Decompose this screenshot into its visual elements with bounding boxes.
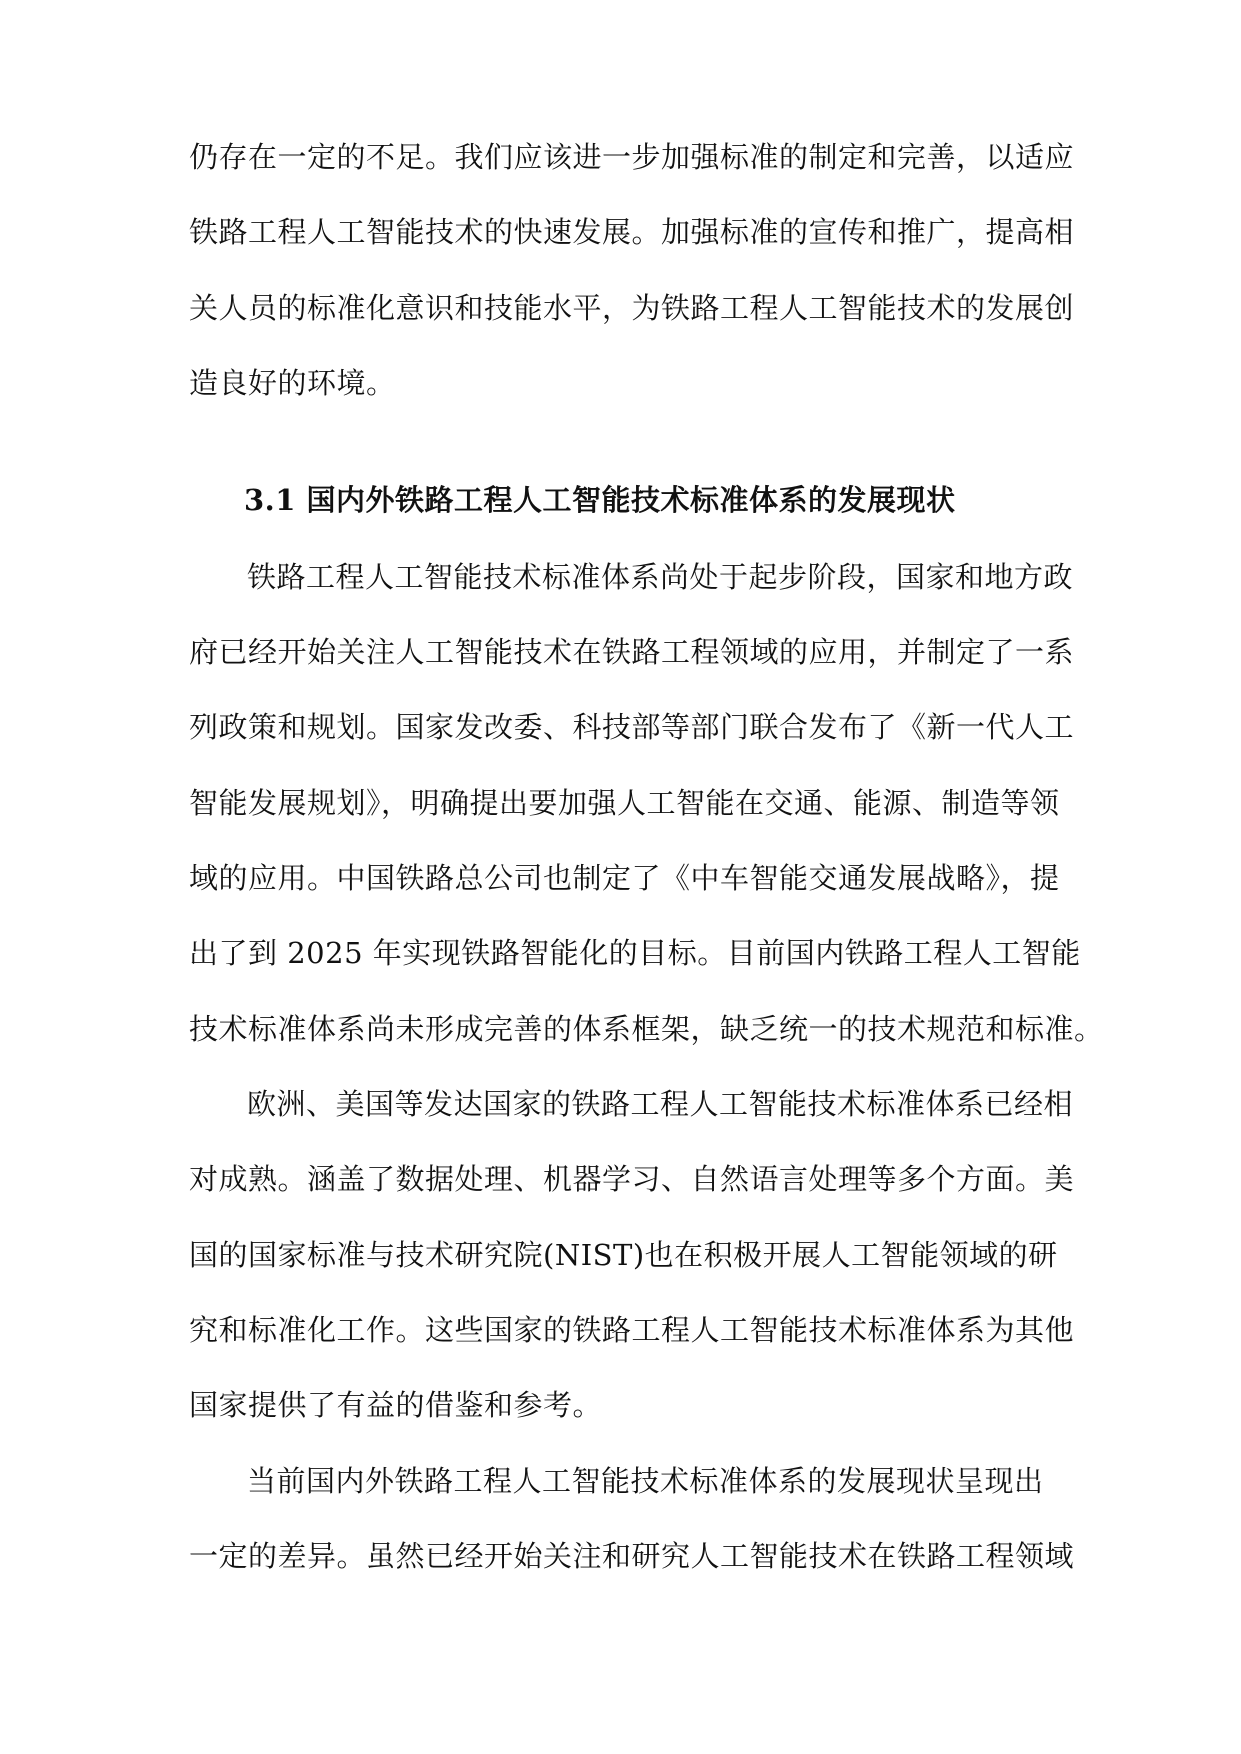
- paragraph2-line-4: 究和标准化工作。这些国家的铁路工程人工智能技术标准体系为其他: [189, 1313, 1075, 1347]
- intro-line-1: 仍存在一定的不足。我们应该进一步加强标准的制定和完善，以适应: [189, 140, 1075, 174]
- paragraph2-line-2: 对成熟。涵盖了数据处理、机器学习、自然语言处理等多个方面。美: [189, 1162, 1075, 1196]
- paragraph1-line-6: 出了到 2025 年实现铁路智能化的目标。目前国内铁路工程人工智能: [189, 936, 1081, 970]
- paragraph1-line-5: 域的应用。中国铁路总公司也制定了《中车智能交通发展战略》，提: [189, 861, 1060, 895]
- intro-line-3: 关人员的标准化意识和技能水平，为铁路工程人工智能技术的发展创: [189, 291, 1075, 325]
- paragraph1-line-3: 列政策和规划。国家发改委、科技部等部门联合发布了《新一代人工: [189, 710, 1075, 744]
- paragraph2-line-5: 国家提供了有益的借鉴和参考。: [189, 1388, 603, 1422]
- paragraph1-line-7: 技术标准体系尚未形成完善的体系框架，缺乏统一的技术规范和标准。: [189, 1012, 1104, 1046]
- intro-line-4: 造良好的环境。: [189, 366, 396, 400]
- paragraph1-line-1: 铁路工程人工智能技术标准体系尚处于起步阶段，国家和地方政: [247, 560, 1074, 594]
- paragraph1-line-2: 府已经开始关注人工智能技术在铁路工程领域的应用，并制定了一系: [189, 635, 1075, 669]
- paragraph2-line-1: 欧洲、美国等发达国家的铁路工程人工智能技术标准体系已经相: [247, 1087, 1074, 1121]
- paragraph1-line-4: 智能发展规划》，明确提出要加强人工智能在交通、能源、制造等领: [189, 786, 1060, 820]
- section-heading: 3.1 国内外铁路工程人工智能技术标准体系的发展现状: [244, 483, 956, 517]
- paragraph2-line-3: 国的国家标准与技术研究院(NIST)也在积极开展人工智能领域的研: [189, 1238, 1058, 1272]
- intro-line-2: 铁路工程人工智能技术的快速发展。加强标准的宣传和推广，提高相: [189, 215, 1075, 249]
- paragraph3-line-2: 一定的差异。虽然已经开始关注和研究人工智能技术在铁路工程领域: [189, 1539, 1075, 1573]
- paragraph3-line-1: 当前国内外铁路工程人工智能技术标准体系的发展现状呈现出: [247, 1464, 1044, 1498]
